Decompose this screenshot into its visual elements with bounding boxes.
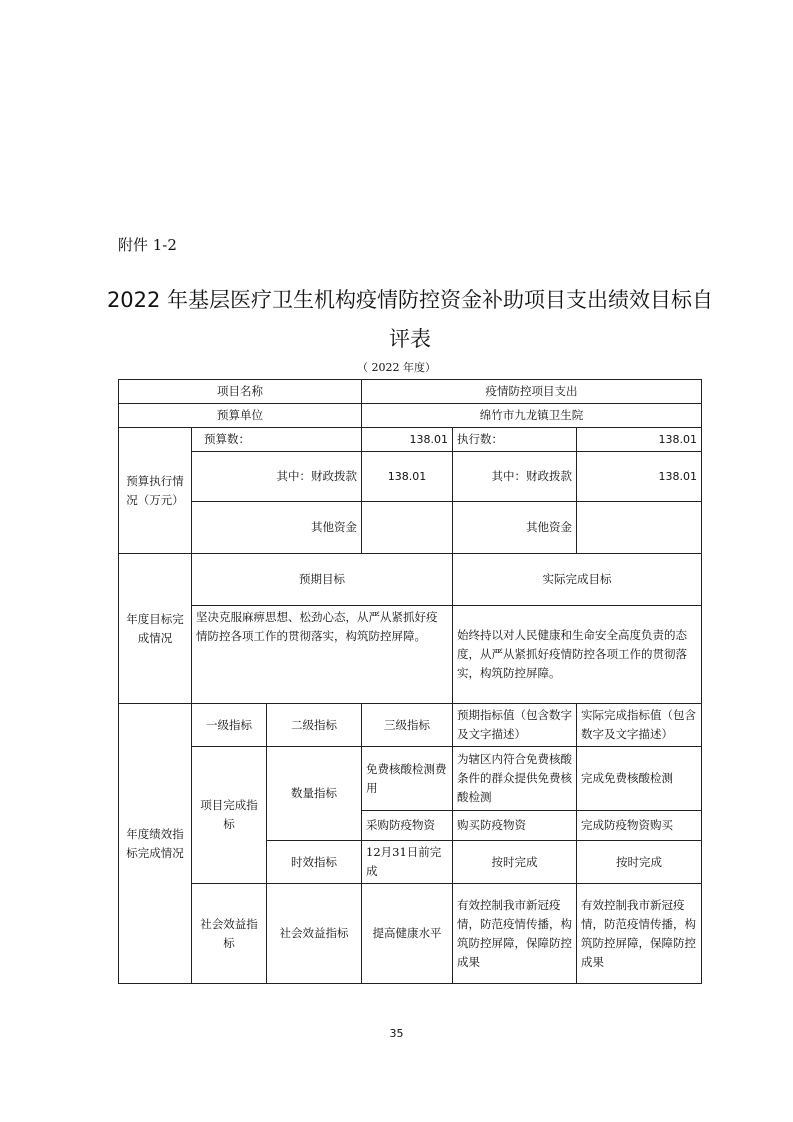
indicator-health-actual: 有效控制我市新冠疫情，防范疫情传播，构筑防控屏障，保障防控成果 <box>577 884 702 984</box>
table-row <box>119 606 702 704</box>
exec-value: 138.01 <box>577 428 702 452</box>
quantity-label: 数量指标 <box>267 747 362 841</box>
indicator-test-fee-actual: 完成免费核酸检测 <box>577 747 702 811</box>
indicator-deadline-actual: 按时完成 <box>577 841 702 884</box>
budget-unit-value: 绵竹市九龙镇卫生院 <box>362 404 702 428</box>
other-exec-label: 其他资金 <box>453 502 577 554</box>
project-name-label: 项目名称 <box>119 380 362 404</box>
other-exec-value <box>577 502 702 554</box>
fiscal-exec-value: 138.01 <box>577 452 702 502</box>
level3-header: 三级指标 <box>362 704 453 747</box>
perf-label: 年度绩效指标完成情况 <box>119 704 192 984</box>
table-row <box>119 554 702 606</box>
social-benefit-l1: 社会效益指标 <box>192 884 267 984</box>
actual-goal-text: 始终持以对人民健康和生命安全高度负责的态度，从严从紧抓好疫情防控各项工作的贯彻落实，构筑防控屏障。 <box>453 606 702 704</box>
expected-value-header: 预期指标值（包含数字及文字描述） <box>453 704 577 747</box>
performance-table <box>118 379 702 984</box>
table-row <box>119 704 702 747</box>
timeliness-label: 时效指标 <box>267 841 362 884</box>
indicator-supplies-expected: 购买防疫物资 <box>453 811 577 841</box>
year-note: （ 2022 年度） <box>357 361 436 374</box>
level1-header: 一级指标 <box>192 704 267 747</box>
annex-label: 附件 1-2 <box>118 236 177 254</box>
project-completion-label: 项目完成指标 <box>192 747 267 884</box>
actual-goal-header: 实际完成目标 <box>453 554 702 606</box>
indicator-test-fee-expected: 为辖区内符合免费核酸条件的群众提供免费核酸检测 <box>453 747 577 811</box>
indicator-deadline: 12月31日前完成 <box>362 841 453 884</box>
page-number: 35 <box>389 1027 404 1040</box>
indicator-health: 提高健康水平 <box>362 884 453 984</box>
fiscal-exec-label: 其中：财政拨款 <box>453 452 577 502</box>
expected-goal-text: 坚决克服麻痹思想、松劲心态，从严从紧抓好疫情防控各项工作的贯彻落实，构筑防控屏障。 <box>192 606 453 704</box>
fiscal-label: 其中：财政拨款 <box>192 452 362 502</box>
actual-value-header: 实际完成指标值（包含数字及文字描述） <box>577 704 702 747</box>
indicator-supplies: 采购防疫物资 <box>362 811 453 841</box>
document-title-line1: 2022 年基层医疗卫生机构疫情防控资金补助项目支出绩效目标自 <box>106 288 714 312</box>
indicator-supplies-actual: 完成防疫物资购买 <box>577 811 702 841</box>
social-benefit-l2: 社会效益指标 <box>267 884 362 984</box>
other-label: 其他资金 <box>192 502 362 554</box>
indicator-deadline-expected: 按时完成 <box>453 841 577 884</box>
table-row <box>119 452 702 502</box>
indicator-health-expected: 有效控制我市新冠疫情，防范疫情传播，构筑防控屏障，保障防控成果 <box>453 884 577 984</box>
expected-goal-header: 预期目标 <box>192 554 453 606</box>
table-row <box>119 502 702 554</box>
level2-header: 二级指标 <box>267 704 362 747</box>
table-row <box>119 380 702 404</box>
fiscal-budget-value: 138.01 <box>362 452 453 502</box>
other-budget-value <box>362 502 453 554</box>
table-row <box>119 428 702 452</box>
indicator-test-fee: 免费核酸检测费用 <box>362 747 453 811</box>
table-row <box>119 747 702 811</box>
budget-label: 预算数： <box>192 428 362 452</box>
budget-value: 138.01 <box>362 428 453 452</box>
table-row <box>119 404 702 428</box>
annual-goal-label: 年度目标完成情况 <box>119 554 192 704</box>
budget-exec-label: 预算执行情况（万元） <box>119 428 192 554</box>
document-title-line2: 评表 <box>389 327 431 351</box>
project-name-value: 疫情防控项目支出 <box>362 380 702 404</box>
exec-label: 执行数： <box>453 428 577 452</box>
budget-unit-label: 预算单位 <box>119 404 362 428</box>
table-row <box>119 884 702 984</box>
